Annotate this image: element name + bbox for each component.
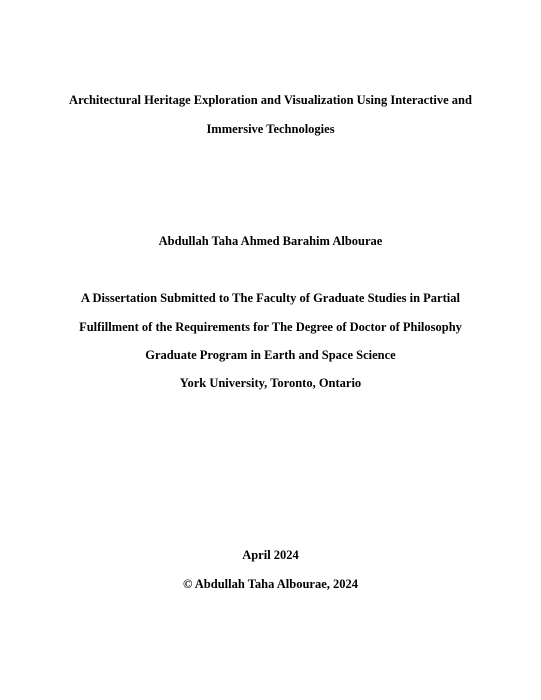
author-name: Abdullah Taha Ahmed Barahim Albourae bbox=[158, 234, 383, 248]
submission-date: April 2024 bbox=[242, 548, 299, 562]
submission-statement-line-1: A Dissertation Submitted to The Faculty of Graduate Studies in Partial bbox=[81, 291, 460, 305]
submission-statement-line-2: Fulfillment of the Requirements for The Degree of Doctor of Philosophy bbox=[79, 320, 462, 334]
title-line-2: Immersive Technologies bbox=[206, 122, 335, 136]
graduate-program: Graduate Program in Earth and Space Science bbox=[145, 348, 396, 362]
institution: York University, Toronto, Ontario bbox=[179, 376, 362, 390]
copyright-notice: © Abdullah Taha Albourae, 2024 bbox=[182, 577, 359, 591]
title-line-1: Architectural Heritage Exploration and Visualization Using Interactive and bbox=[69, 93, 472, 107]
